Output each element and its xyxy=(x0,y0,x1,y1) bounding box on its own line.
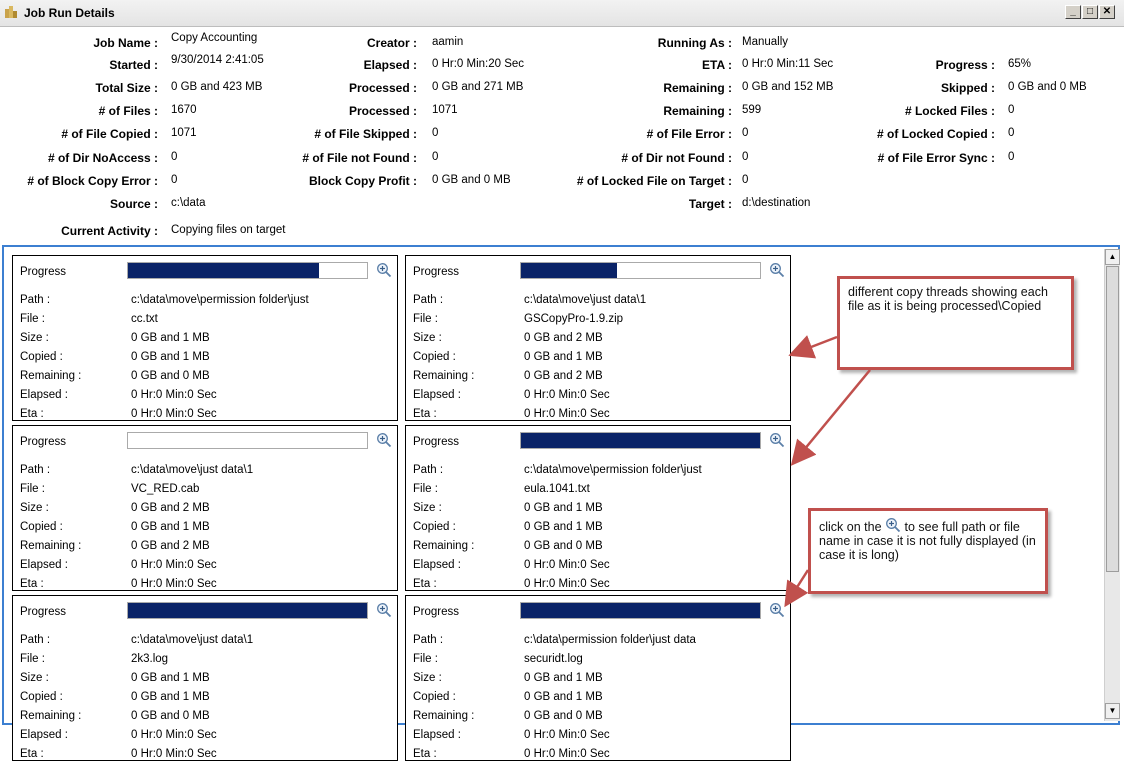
thread-eta-value: 0 Hr:0 Min:0 Sec xyxy=(131,408,217,420)
thread-eta-label: Eta : xyxy=(20,578,44,590)
thread-eta-value: 0 Hr:0 Min:0 Sec xyxy=(131,578,217,590)
thread-eta-value: 0 Hr:0 Min:0 Sec xyxy=(131,748,217,760)
total-size-label: Total Size : xyxy=(95,81,158,95)
block-copy-profit-label: Block Copy Profit : xyxy=(308,174,417,188)
thread-remaining-value: 0 GB and 0 MB xyxy=(131,710,210,722)
thread-elapsed-label: Elapsed : xyxy=(20,729,68,741)
skipped-label: Skipped : xyxy=(940,81,995,95)
thread-file-label: File : xyxy=(20,313,45,325)
thread-path-label: Path : xyxy=(413,634,444,646)
started-label: Started : xyxy=(109,58,158,72)
thread-path-value: c:\data\move\permission folder\just xyxy=(131,294,309,306)
processed-size-value: 0 GB and 271 MB xyxy=(432,81,524,93)
thread-file-label: File : xyxy=(413,483,438,495)
processed-files-label: Processed : xyxy=(348,104,417,118)
thread-size-value: 0 GB and 1 MB xyxy=(524,672,603,684)
thread-size-value: 0 GB and 1 MB xyxy=(131,332,210,344)
thread-file-value: cc.txt xyxy=(131,313,158,325)
arrow-to-thread-2 xyxy=(793,337,837,354)
target-value: d:\destination xyxy=(742,197,811,209)
thread-progress-label: Progress xyxy=(20,606,67,618)
scroll-up-button[interactable]: ▲ xyxy=(1105,249,1120,265)
creator-value: aamin xyxy=(432,36,464,48)
source-value: c:\data xyxy=(171,197,206,209)
thread-copied-value: 0 GB and 1 MB xyxy=(524,521,603,533)
block-copy-profit-value: 0 GB and 0 MB xyxy=(432,174,511,186)
thread-copied-label: Copied : xyxy=(20,521,63,533)
close-button[interactable]: ✕ xyxy=(1099,5,1115,19)
locked-on-target-value: 0 xyxy=(742,174,749,186)
thread-file-value: 2k3.log xyxy=(131,653,169,665)
thread-size-value: 0 GB and 2 MB xyxy=(131,502,210,514)
block-copy-error-value: 0 xyxy=(171,174,178,186)
file-error-label: # of File Error : xyxy=(646,127,732,141)
thread-eta-value: 0 Hr:0 Min:0 Sec xyxy=(524,578,610,590)
elapsed-value: 0 Hr:0 Min:20 Sec xyxy=(432,58,525,70)
thread-size-label: Size : xyxy=(413,502,442,514)
thread-progress-label: Progress xyxy=(413,266,460,278)
files-label: # of Files : xyxy=(98,104,158,118)
thread-eta-label: Eta : xyxy=(413,578,437,590)
thread-file-value: securidt.log xyxy=(524,653,583,665)
thread-size-value: 0 GB and 2 MB xyxy=(524,332,603,344)
file-not-found-label: # of File not Found : xyxy=(302,151,417,165)
thread-eta-value: 0 Hr:0 Min:0 Sec xyxy=(524,408,610,420)
minimize-button[interactable]: _ xyxy=(1065,5,1081,19)
remaining-files-label: Remaining : xyxy=(663,104,732,118)
file-copied-value: 1071 xyxy=(171,127,197,139)
thread-copied-value: 0 GB and 1 MB xyxy=(524,351,603,363)
scroll-down-button[interactable]: ▼ xyxy=(1105,703,1120,719)
thread-progress-label: Progress xyxy=(20,436,67,448)
skipped-value: 0 GB and 0 MB xyxy=(1008,81,1087,93)
locked-files-value: 0 xyxy=(1008,104,1015,116)
thread-elapsed-label: Elapsed : xyxy=(20,389,68,401)
running-as-label: Running As : xyxy=(657,36,732,50)
thread-file-value: VC_RED.cab xyxy=(131,483,200,495)
thread-path-label: Path : xyxy=(413,294,444,306)
dir-not-found-label: # of Dir not Found : xyxy=(621,151,732,165)
thread-eta-label: Eta : xyxy=(413,748,437,760)
thread-eta-label: Eta : xyxy=(20,748,44,760)
thread-remaining-label: Remaining : xyxy=(413,370,475,382)
thread-size-value: 0 GB and 1 MB xyxy=(131,672,210,684)
current-activity-value: Copying files on target xyxy=(171,224,286,236)
thread-remaining-label: Remaining : xyxy=(20,710,82,722)
zoom-callout-text-after: to see full path or file name in case it is not fully displayed (in case it is long) xyxy=(819,520,1036,562)
thread-size-value: 0 GB and 1 MB xyxy=(524,502,603,514)
processed-size-label: Processed : xyxy=(348,81,417,95)
thread-file-value: GSCopyPro-1.9.zip xyxy=(524,313,624,325)
job-name-label: Job Name : xyxy=(93,36,158,50)
thread-copied-label: Copied : xyxy=(20,691,63,703)
thread-size-label: Size : xyxy=(413,332,442,344)
thread-path-label: Path : xyxy=(413,464,444,476)
thread-elapsed-value: 0 Hr:0 Min:0 Sec xyxy=(131,559,217,571)
thread-progress-label: Progress xyxy=(20,266,67,278)
threads-callout-text: different copy threads showing each file as it is being processed\Copied xyxy=(848,285,1048,313)
dir-not-found-value: 0 xyxy=(742,151,749,163)
locked-files-label: # Locked Files : xyxy=(904,104,995,118)
dir-noaccess-value: 0 xyxy=(171,151,178,163)
thread-file-label: File : xyxy=(413,313,438,325)
thread-copied-value: 0 GB and 1 MB xyxy=(131,351,210,363)
thread-remaining-value: 0 GB and 0 MB xyxy=(524,540,603,552)
thread-copied-label: Copied : xyxy=(413,521,456,533)
thread-size-label: Size : xyxy=(413,672,442,684)
file-skipped-label: # of File Skipped : xyxy=(314,127,417,141)
thread-elapsed-label: Elapsed : xyxy=(413,559,461,571)
block-copy-error-label: # of Block Copy Error : xyxy=(27,174,158,188)
thread-copied-value: 0 GB and 1 MB xyxy=(131,521,210,533)
thread-file-value: eula.1041.txt xyxy=(524,483,590,495)
thread-path-value: c:\data\move\just data\1 xyxy=(131,634,254,646)
file-error-sync-label: # of File Error Sync : xyxy=(877,151,995,165)
file-not-found-value: 0 xyxy=(432,151,439,163)
running-as-value: Manually xyxy=(742,36,789,48)
thread-size-label: Size : xyxy=(20,332,49,344)
eta-value: 0 Hr:0 Min:11 Sec xyxy=(742,58,834,70)
thread-copied-label: Copied : xyxy=(20,351,63,363)
file-error-value: 0 xyxy=(742,127,749,139)
elapsed-label: Elapsed : xyxy=(363,58,417,72)
remaining-size-label: Remaining : xyxy=(663,81,732,95)
thread-eta-label: Eta : xyxy=(20,408,44,420)
thread-size-label: Size : xyxy=(20,502,49,514)
thread-path-label: Path : xyxy=(20,634,51,646)
thread-remaining-label: Remaining : xyxy=(413,540,475,552)
zoom-callout-text-before: click on the xyxy=(819,520,882,534)
thread-elapsed-value: 0 Hr:0 Min:0 Sec xyxy=(524,729,610,741)
progress-value: 65% xyxy=(1008,58,1032,70)
arrow-to-zoom-icon xyxy=(787,570,808,603)
thread-elapsed-label: Elapsed : xyxy=(20,559,68,571)
arrow-to-thread-4 xyxy=(794,370,870,462)
target-label: Target : xyxy=(688,197,732,211)
thread-eta-value: 0 Hr:0 Min:0 Sec xyxy=(524,748,610,760)
file-copied-label: # of File Copied : xyxy=(61,127,158,141)
current-activity-label: Current Activity : xyxy=(61,224,158,238)
thread-path-value: c:\data\permission folder\just data xyxy=(524,634,696,646)
remaining-files-value: 599 xyxy=(742,104,762,116)
file-skipped-value: 0 xyxy=(432,127,439,139)
locked-copied-label: # of Locked Copied : xyxy=(876,127,995,141)
progress-label: Progress : xyxy=(935,58,995,72)
thread-progress-label: Progress xyxy=(413,606,460,618)
thread-progress-label: Progress xyxy=(413,436,460,448)
thread-remaining-value: 0 GB and 2 MB xyxy=(131,540,210,552)
thread-size-label: Size : xyxy=(20,672,49,684)
thread-elapsed-value: 0 Hr:0 Min:0 Sec xyxy=(131,729,217,741)
thread-remaining-label: Remaining : xyxy=(413,710,475,722)
creator-label: Creator : xyxy=(366,36,417,50)
started-value: 9/30/2014 2:41:05 xyxy=(171,54,264,66)
thread-copied-value: 0 GB and 1 MB xyxy=(131,691,210,703)
thread-elapsed-value: 0 Hr:0 Min:0 Sec xyxy=(131,389,217,401)
maximize-button[interactable]: □ xyxy=(1082,5,1098,19)
remaining-size-value: 0 GB and 152 MB xyxy=(742,81,834,93)
locked-on-target-label: # of Locked File on Target : xyxy=(576,174,732,188)
file-error-sync-value: 0 xyxy=(1008,151,1015,163)
thread-copied-label: Copied : xyxy=(413,691,456,703)
thread-elapsed-value: 0 Hr:0 Min:0 Sec xyxy=(524,559,610,571)
processed-files-value: 1071 xyxy=(432,104,458,116)
thread-path-label: Path : xyxy=(20,294,51,306)
thread-elapsed-label: Elapsed : xyxy=(413,389,461,401)
thread-copied-label: Copied : xyxy=(413,351,456,363)
thread-elapsed-label: Elapsed : xyxy=(413,729,461,741)
thread-copied-value: 0 GB and 1 MB xyxy=(524,691,603,703)
window-title: Job Run Details xyxy=(24,6,115,20)
thread-file-label: File : xyxy=(413,653,438,665)
thread-remaining-value: 0 GB and 2 MB xyxy=(524,370,603,382)
source-label: Source : xyxy=(109,197,158,211)
eta-label: ETA : xyxy=(702,58,732,72)
thread-remaining-value: 0 GB and 0 MB xyxy=(131,370,210,382)
total-size-value: 0 GB and 423 MB xyxy=(171,81,263,93)
thread-remaining-label: Remaining : xyxy=(20,540,82,552)
thread-remaining-label: Remaining : xyxy=(20,370,82,382)
dir-noaccess-label: # of Dir NoAccess : xyxy=(47,151,158,165)
files-value: 1670 xyxy=(171,104,197,116)
job-name-value: Copy Accounting xyxy=(171,32,258,44)
thread-path-value: c:\data\move\permission folder\just xyxy=(524,464,702,476)
locked-copied-value: 0 xyxy=(1008,127,1015,139)
thread-elapsed-value: 0 Hr:0 Min:0 Sec xyxy=(524,389,610,401)
thread-remaining-value: 0 GB and 0 MB xyxy=(524,710,603,722)
thread-file-label: File : xyxy=(20,653,45,665)
thread-path-value: c:\data\move\just data\1 xyxy=(524,294,647,306)
thread-path-value: c:\data\move\just data\1 xyxy=(131,464,254,476)
thread-path-label: Path : xyxy=(20,464,51,476)
thread-eta-label: Eta : xyxy=(413,408,437,420)
thread-file-label: File : xyxy=(20,483,45,495)
